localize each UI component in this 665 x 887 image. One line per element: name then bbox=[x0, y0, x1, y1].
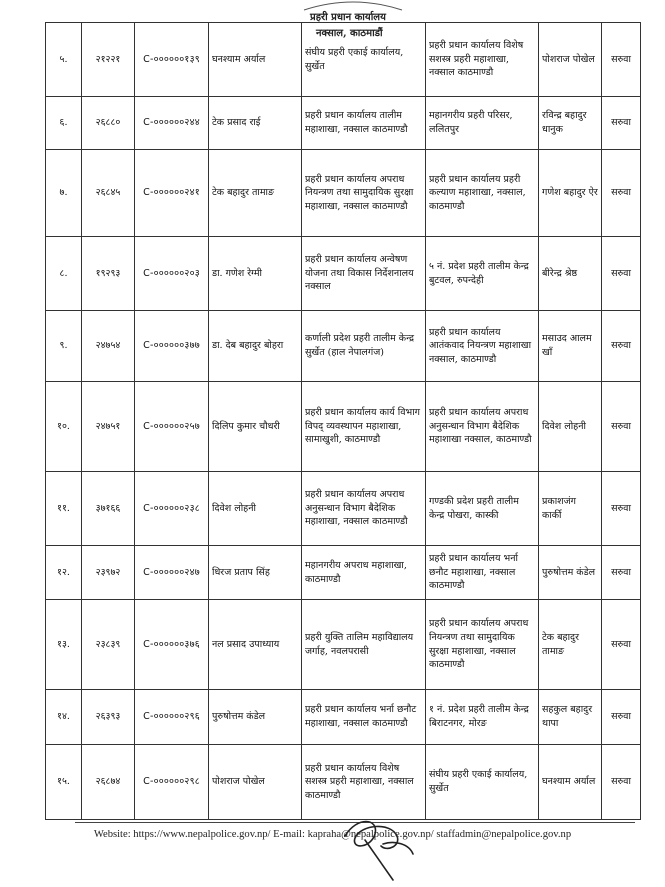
transfer-status: सरुवा bbox=[602, 745, 641, 820]
personnel-code: C-००००००३७७ bbox=[135, 311, 209, 382]
table-row bbox=[46, 311, 641, 382]
serial-number: ५. bbox=[46, 23, 82, 97]
seal-line-office: प्रहरी प्रधान कार्यालय bbox=[310, 12, 386, 23]
transfer-office: महानगरीय प्रहरी परिसर, ललितपुर bbox=[426, 97, 539, 150]
table-row bbox=[46, 472, 641, 546]
serial-number: १३. bbox=[46, 600, 82, 690]
transfer-office: प्रहरी प्रधान कार्यालय भर्ना छनौट महाशाखा, नक्साल काठमाण्डौ bbox=[426, 546, 539, 600]
transfer-status: सरुवा bbox=[602, 472, 641, 546]
replacement-officer: सहकुल बहादुर थापा bbox=[539, 690, 602, 745]
transfer-status: सरुवा bbox=[602, 546, 641, 600]
officer-name: पोशराज पोखेल bbox=[209, 745, 302, 820]
transfer-status: सरुवा bbox=[602, 690, 641, 745]
replacement-officer: टेक बहादुर तामाङ bbox=[539, 600, 602, 690]
replacement-officer: गणेश बहादुर ऐर bbox=[539, 150, 602, 237]
table-row bbox=[46, 237, 641, 311]
table-row bbox=[46, 600, 641, 690]
serial-number: ६. bbox=[46, 97, 82, 150]
transfer-office: प्रहरी प्रधान कार्यालय अपराध नियन्त्रण तथा सामुदायिक सुरक्षा महाशाखा, नक्साल काठमाण्डौ bbox=[426, 600, 539, 690]
transfer-status: सरुवा bbox=[602, 311, 641, 382]
transfer-status: सरुवा bbox=[602, 97, 641, 150]
table-row bbox=[46, 546, 641, 600]
replacement-officer: घनश्याम अर्याल bbox=[539, 745, 602, 820]
current-office: संघीय प्रहरी एकाई कार्यालय, सुर्खेत bbox=[302, 23, 426, 97]
employee-number: १९२९३ bbox=[82, 237, 135, 311]
serial-number: ८. bbox=[46, 237, 82, 311]
officer-name: धिरज प्रताप सिंह bbox=[209, 546, 302, 600]
current-office: प्रहरी प्रधान कार्यालय अपराध अनुसन्धान विभाग बैदेशिक महाशाखा, नक्साल काठमाण्डौ bbox=[302, 472, 426, 546]
employee-number: २४७५४ bbox=[82, 311, 135, 382]
signature bbox=[335, 810, 425, 887]
current-office: प्रहरी युक्ति तालिम महाविद्यालय जर्गाह, नवलपरासी bbox=[302, 600, 426, 690]
officer-name: दिलिप कुमार चौधरी bbox=[209, 382, 302, 472]
table-row bbox=[46, 23, 641, 97]
replacement-officer: दिवेश लोहनी bbox=[539, 382, 602, 472]
personnel-code: C-००००००२५७ bbox=[135, 382, 209, 472]
current-office: प्रहरी प्रधान कार्यालय अपराध नियन्त्रण तथा सामुदायिक सुरक्षा महाशाखा, नक्साल काठमाण्डौ bbox=[302, 150, 426, 237]
current-office: कर्णाली प्रदेश प्रहरी तालीम केन्द्र सुर्खेत (हाल नेपालगंज) bbox=[302, 311, 426, 382]
serial-number: १०. bbox=[46, 382, 82, 472]
current-office: प्रहरी प्रधान कार्यालय तालीम महाशाखा, नक्साल काठमाण्डौ bbox=[302, 97, 426, 150]
current-office: प्रहरी प्रधान कार्यालय कार्य विभाग विपद् व्यवस्थापन महाशाखा, सामाखुशी, काठमाण्डौ bbox=[302, 382, 426, 472]
current-office: महानगरीय अपराध महाशाखा, काठमाण्डौ bbox=[302, 546, 426, 600]
employee-number: २३९७२ bbox=[82, 546, 135, 600]
serial-number: १४. bbox=[46, 690, 82, 745]
personnel-code: C-००००००१३९ bbox=[135, 23, 209, 97]
serial-number: ९. bbox=[46, 311, 82, 382]
transfer-office: संघीय प्रहरी एकाई कार्यालय, सुर्खेत bbox=[426, 745, 539, 820]
table-row bbox=[46, 745, 641, 820]
transfer-status: सरुवा bbox=[602, 600, 641, 690]
seal-line-address: नक्साल, काठमाडौं bbox=[316, 28, 383, 39]
current-office: प्रहरी प्रधान कार्यालय विशेष सशस्त्र प्रहरी महाशाखा, नक्साल काठमाण्डौ bbox=[302, 745, 426, 820]
employee-number: २३८३९ bbox=[82, 600, 135, 690]
employee-number: २४७५१ bbox=[82, 382, 135, 472]
personnel-code: C-००००००३७६ bbox=[135, 600, 209, 690]
serial-number: ११. bbox=[46, 472, 82, 546]
current-office: प्रहरी प्रधान कार्यालय भर्ना छनौट महाशाखा, नक्साल काठमाण्डौ bbox=[302, 690, 426, 745]
employee-number: २६८८० bbox=[82, 97, 135, 150]
transfer-office: ५ नं. प्रदेश प्रहरी तालीम केन्द्र बुटवल, रुपन्देही bbox=[426, 237, 539, 311]
officer-name: टेक प्रसाद राई bbox=[209, 97, 302, 150]
replacement-officer: रविन्द्र बहादुर धानुक bbox=[539, 97, 602, 150]
table-row bbox=[46, 690, 641, 745]
transfer-table bbox=[45, 22, 641, 820]
replacement-officer: पुरुषोत्तम कंडेल bbox=[539, 546, 602, 600]
transfer-status: सरुवा bbox=[602, 23, 641, 97]
transfer-status: सरुवा bbox=[602, 237, 641, 311]
personnel-code: C-००००००२०३ bbox=[135, 237, 209, 311]
transfer-office: प्रहरी प्रधान कार्यालय प्रहरी कल्याण महाशाखा, नक्साल, काठमाण्डौ bbox=[426, 150, 539, 237]
table-row bbox=[46, 382, 641, 472]
serial-number: १२. bbox=[46, 546, 82, 600]
replacement-officer: प्रकाशजंग कार्की bbox=[539, 472, 602, 546]
replacement-officer: पोशराज पोखेल bbox=[539, 23, 602, 97]
employee-number: २१२२१ bbox=[82, 23, 135, 97]
transfer-office: प्रहरी प्रधान कार्यालय अपराध अनुसन्धान विभाग बैदेशिक महाशाखा नक्साल, काठमाण्डौ bbox=[426, 382, 539, 472]
personnel-code: C-००००००२९६ bbox=[135, 690, 209, 745]
transfer-office: १ नं. प्रदेश प्रहरी तालीम केन्द्र बिराटनगर, मोरङ bbox=[426, 690, 539, 745]
serial-number: ७. bbox=[46, 150, 82, 237]
personnel-code: C-००००००२४४ bbox=[135, 97, 209, 150]
officer-name: टेक बहादुर तामाङ bbox=[209, 150, 302, 237]
employee-number: ३७१६६ bbox=[82, 472, 135, 546]
employee-number: २६८४५ bbox=[82, 150, 135, 237]
current-office: प्रहरी प्रधान कार्यालय अन्वेषण योजना तथा विकास निर्देशनालय नक्साल bbox=[302, 237, 426, 311]
transfer-status: सरुवा bbox=[602, 382, 641, 472]
employee-number: २६८७४ bbox=[82, 745, 135, 820]
personnel-code: C-००००००२३८ bbox=[135, 472, 209, 546]
serial-number: १५. bbox=[46, 745, 82, 820]
officer-name: डा. गणेश रेग्मी bbox=[209, 237, 302, 311]
table-row bbox=[46, 97, 641, 150]
personnel-code: C-००००००२९८ bbox=[135, 745, 209, 820]
officer-name: नल प्रसाद उपाध्याय bbox=[209, 600, 302, 690]
officer-name: घनश्याम अर्याल bbox=[209, 23, 302, 97]
table-row bbox=[46, 150, 641, 237]
transfer-office: प्रहरी प्रधान कार्यालय विशेष सशस्त्र प्रहरी महाशाखा, नक्साल काठमाण्डौ bbox=[426, 23, 539, 97]
transfer-status: सरुवा bbox=[602, 150, 641, 237]
personnel-code: C-००००००२४१ bbox=[135, 150, 209, 237]
transfer-office: प्रहरी प्रधान कार्यालय आतंकवाद नियन्त्रण महाशाखा नक्साल, काठमाण्डौ bbox=[426, 311, 539, 382]
replacement-officer: मसाउद आलम खाँ bbox=[539, 311, 602, 382]
employee-number: २६३९३ bbox=[82, 690, 135, 745]
replacement-officer: बीरेन्द्र श्रेष्ठ bbox=[539, 237, 602, 311]
transfer-office: गण्डकी प्रदेश प्रहरी तालीम केन्द्र पोखरा, कास्की bbox=[426, 472, 539, 546]
personnel-code: C-००००००२४७ bbox=[135, 546, 209, 600]
footer-contact: Website: https://www.nepalpolice.gov.np/ E-mail: kapraha@nepalpolice.gov.np/ staffadmin@nepalpolice.gov.np bbox=[93, 829, 572, 840]
officer-name: डा. देब बहादुर बोहरा bbox=[209, 311, 302, 382]
officer-name: पुरुषोत्तम कंडेल bbox=[209, 690, 302, 745]
officer-name: दिवेश लोहनी bbox=[209, 472, 302, 546]
